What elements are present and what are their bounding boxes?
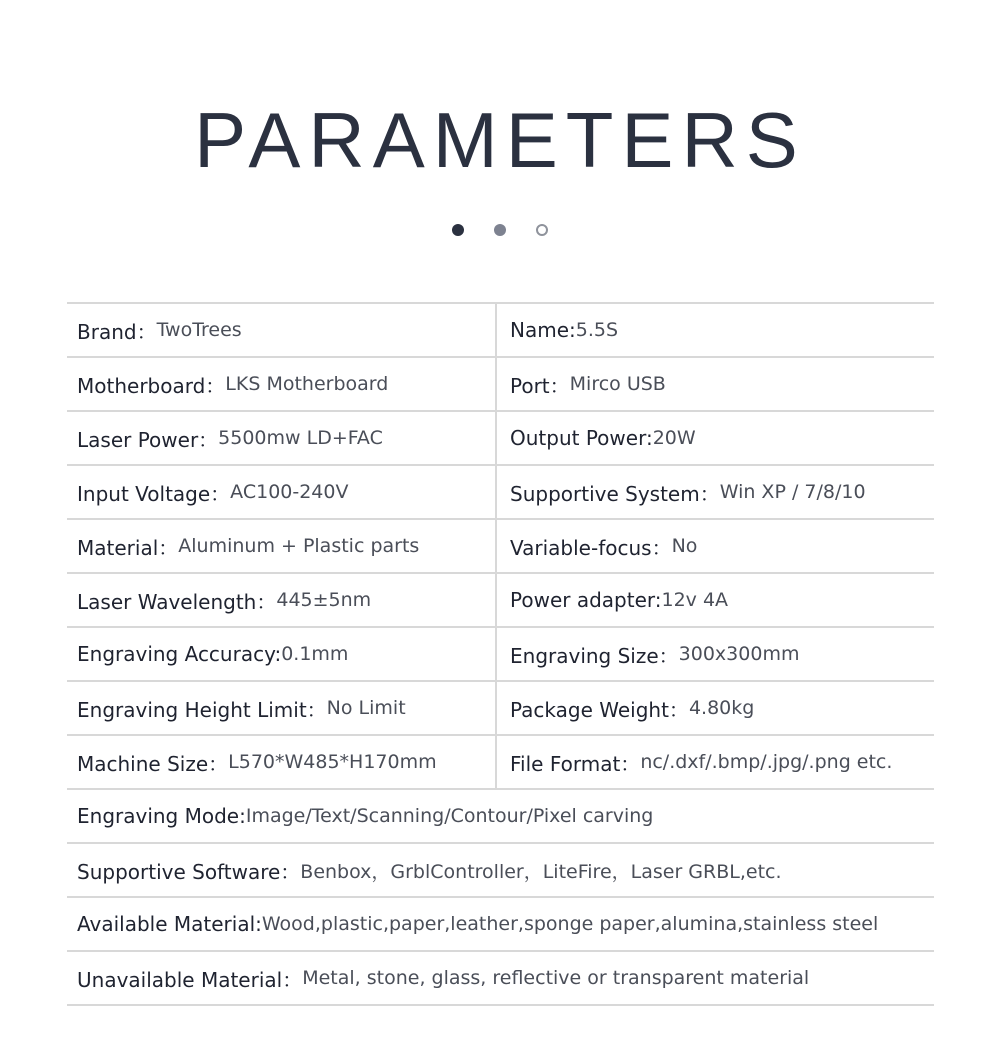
table-row xyxy=(67,466,934,520)
page-title: PARAMETERS xyxy=(194,96,806,184)
param-value: TwoTrees xyxy=(156,319,242,341)
param-value: LKS Motherboard xyxy=(225,373,389,395)
table-cell xyxy=(497,412,934,464)
param-value: 445±5nm xyxy=(276,589,372,611)
parameters-table xyxy=(67,302,934,1006)
param-value: nc/.dxf/.bmp/.jpg/.png etc. xyxy=(640,751,893,773)
param-label: Port： xyxy=(510,373,570,398)
param-label: Laser Power： xyxy=(77,427,219,452)
table-cell xyxy=(67,574,497,626)
table-row xyxy=(67,304,934,358)
param-label: Power adapter: xyxy=(510,588,662,612)
table-row xyxy=(67,952,934,1006)
param-label: Laser Wavelength： xyxy=(77,589,277,614)
param-label: Engraving Height Limit： xyxy=(77,697,327,722)
table-cell xyxy=(67,844,934,896)
table-cell xyxy=(67,790,934,842)
param-value: Win XP / 7/8/10 xyxy=(719,481,866,503)
param-value: No xyxy=(671,535,698,557)
param-value: 5500mw LD+FAC xyxy=(218,427,383,449)
param-value: 5.5S xyxy=(575,319,619,341)
param-label: Input Voltage： xyxy=(77,481,231,506)
table-row xyxy=(67,574,934,628)
pagination-dot-3[interactable] xyxy=(536,224,548,236)
param-label: Motherboard： xyxy=(77,373,226,398)
param-value: Wood,plastic,paper,leather,sponge paper,alumina,stainless steel xyxy=(261,913,879,935)
table-cell xyxy=(67,898,934,950)
param-label: Engraving Mode: xyxy=(77,804,246,828)
param-label: Engraving Size： xyxy=(510,643,679,668)
param-label: File Format： xyxy=(510,751,641,776)
pagination-dots xyxy=(450,224,550,238)
pagination-dot-2[interactable] xyxy=(494,224,506,236)
table-cell xyxy=(67,682,497,734)
table-cell xyxy=(67,520,497,572)
table-row xyxy=(67,790,934,844)
table-cell xyxy=(67,628,497,680)
table-cell xyxy=(67,466,497,518)
table-row xyxy=(67,412,934,466)
table-row xyxy=(67,358,934,412)
param-value: Mirco USB xyxy=(569,373,666,395)
param-label: Supportive System： xyxy=(510,481,720,506)
table-cell xyxy=(67,952,934,1004)
table-row xyxy=(67,682,934,736)
table-cell xyxy=(497,736,934,788)
param-value: AC100-240V xyxy=(230,481,349,503)
param-value: Benbox，GrblController，LiteFire，Laser GRBL,etc. xyxy=(300,860,782,883)
table-cell xyxy=(497,466,934,518)
param-value: 0.1mm xyxy=(281,643,349,665)
table-cell xyxy=(497,304,934,356)
table-cell xyxy=(497,628,934,680)
table-row xyxy=(67,736,934,790)
param-label: Supportive Software： xyxy=(77,859,301,884)
param-value: 300x300mm xyxy=(678,643,800,665)
param-value: Image/Text/Scanning/Contour/Pixel carving xyxy=(245,805,654,827)
table-cell xyxy=(497,682,934,734)
table-row xyxy=(67,520,934,574)
table-row xyxy=(67,844,934,898)
table-cell xyxy=(67,412,497,464)
param-label: Brand： xyxy=(77,319,157,344)
table-cell xyxy=(67,304,497,356)
table-row xyxy=(67,628,934,682)
pagination-dot-1[interactable] xyxy=(452,224,464,236)
param-value: No Limit xyxy=(326,697,406,719)
param-label: Machine Size： xyxy=(77,751,229,776)
param-label: Engraving Accuracy: xyxy=(77,642,282,666)
param-label: Available Material: xyxy=(77,912,262,936)
param-value: 4.80kg xyxy=(688,697,755,719)
table-cell xyxy=(497,358,934,410)
table-row xyxy=(67,898,934,952)
param-label: Material： xyxy=(77,535,179,560)
param-value: Aluminum + Plastic parts xyxy=(178,535,420,557)
param-label: Name: xyxy=(510,318,576,342)
param-value: 20W xyxy=(652,427,696,449)
param-value: L570*W485*H170mm xyxy=(228,751,437,773)
param-label: Output Power: xyxy=(510,426,653,450)
param-value: 12v 4A xyxy=(661,589,729,611)
param-value: Metal, stone, glass, reflective or transparent material xyxy=(302,967,810,989)
param-label: Unavailable Material： xyxy=(77,967,303,992)
table-cell xyxy=(497,520,934,572)
table-cell xyxy=(497,574,934,626)
table-cell xyxy=(67,736,497,788)
param-label: Variable-focus： xyxy=(510,535,672,560)
param-label: Package Weight： xyxy=(510,697,689,722)
table-cell xyxy=(67,358,497,410)
